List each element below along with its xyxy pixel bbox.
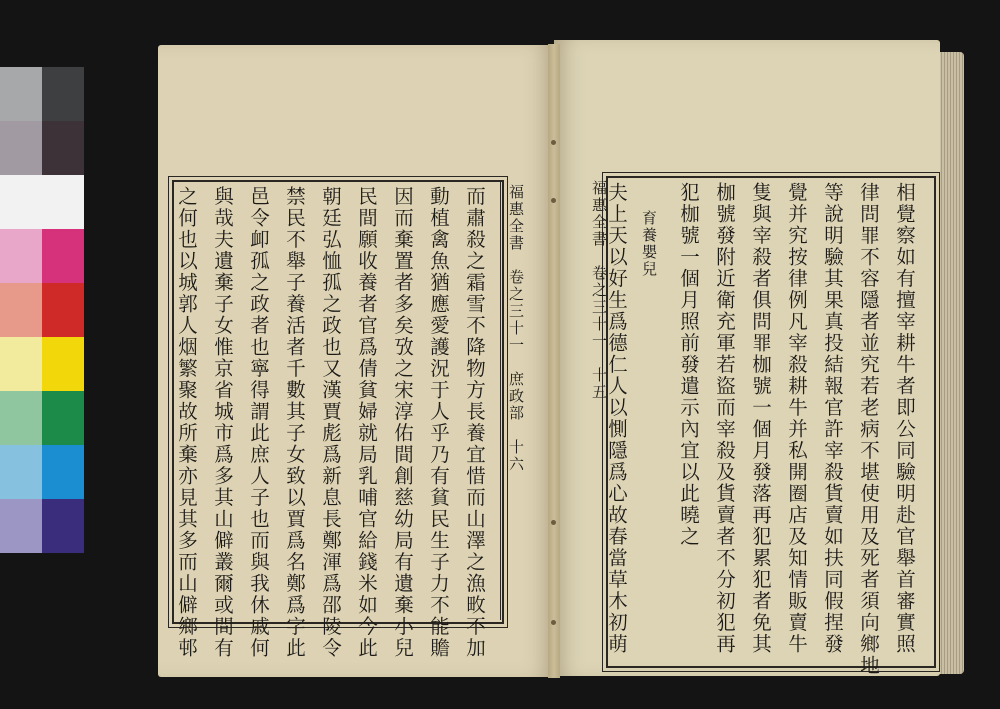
color-swatch xyxy=(42,337,84,391)
stitch-hole xyxy=(551,520,556,525)
stitch-hole xyxy=(551,620,556,625)
color-swatch xyxy=(0,499,42,553)
left-text-column: 而肅殺之霜雪不降物方長養宜惜而山澤之漁畋不加 xyxy=(463,186,486,659)
left-text-column: 民間願收養者官爲倩貧婦就局乳哺官給錢米如今此 xyxy=(355,186,378,659)
color-swatch xyxy=(42,175,84,229)
color-swatch xyxy=(0,445,42,499)
right-text-column: 相覺察如有擅宰耕牛者即公同驗明赴官舉首審實照 xyxy=(893,182,916,655)
color-calibration-strip xyxy=(0,67,84,555)
left-text-column: 因而棄置者多矣攷之宋淳佑間創慈幼局有遺棄小兒 xyxy=(391,186,414,659)
color-swatch xyxy=(0,283,42,337)
left-text-column: 邑令卹孤之政者也寧得謂此庶人子也而與我休戚何 xyxy=(247,186,270,659)
section-heading: 育養嬰兒 xyxy=(640,210,658,278)
page-stack-edge xyxy=(936,52,964,674)
color-swatch xyxy=(0,229,42,283)
right-margin-title: 福惠全書 卷之三十一 十五 xyxy=(590,180,608,401)
right-text-column: 犯枷號一個月照前發遣示內宜以此曉之 xyxy=(677,182,700,548)
color-swatch xyxy=(0,337,42,391)
left-text-column: 動植禽魚猶應愛護況于人乎乃有貧民生子力不能贍 xyxy=(427,186,450,659)
color-swatch xyxy=(42,283,84,337)
right-text-column: 等說明驗其果真投結報官許宰殺貨賣如扶同假捏發 xyxy=(821,182,844,655)
right-text-column: 律問罪不容隱者並究若老病不堪使用及死者須向鄉地 xyxy=(857,182,880,677)
stitch-hole xyxy=(551,198,556,203)
color-swatch xyxy=(42,67,84,121)
color-swatch xyxy=(42,121,84,175)
color-swatch xyxy=(42,391,84,445)
stitch-hole xyxy=(551,140,556,145)
right-text-column: 覺并究按律例凡宰殺耕牛并私開圈店及知情販賣牛 xyxy=(785,182,808,655)
color-swatch xyxy=(42,499,84,553)
color-swatch xyxy=(42,445,84,499)
left-text-column: 朝廷弘恤孤之政也又漢賈彪爲新息長鄭渾爲邵陵令 xyxy=(319,186,342,659)
color-swatch xyxy=(0,391,42,445)
color-swatch xyxy=(0,67,42,121)
left-page-margin xyxy=(500,180,525,620)
left-text-column: 禁民不舉子養活者千數其子女致以賈爲名鄭爲字此 xyxy=(283,186,306,659)
right-text-column: 隻與宰殺者俱問罪枷號一個月發落再犯累犯者免其 xyxy=(749,182,772,655)
left-margin-title: 福惠全書 卷之三十一 庶政部 十六 xyxy=(507,184,525,473)
right-text-column: 枷號發附近衛充軍若盜而宰殺及貨賣者不分初犯再 xyxy=(713,182,736,655)
color-swatch xyxy=(0,175,42,229)
left-text-column: 與哉夫遺棄子女惟京省城市爲多其山僻叢爾或間有 xyxy=(211,186,234,659)
color-swatch xyxy=(0,121,42,175)
left-text-column: 之何也以城郭人烟繁聚故所棄亦見其多而山僻鄉邨 xyxy=(175,186,198,659)
color-swatch xyxy=(42,229,84,283)
right-text-column: 夫上天以好生爲德仁人以惻隱爲心故春當草木初萌 xyxy=(605,182,628,655)
